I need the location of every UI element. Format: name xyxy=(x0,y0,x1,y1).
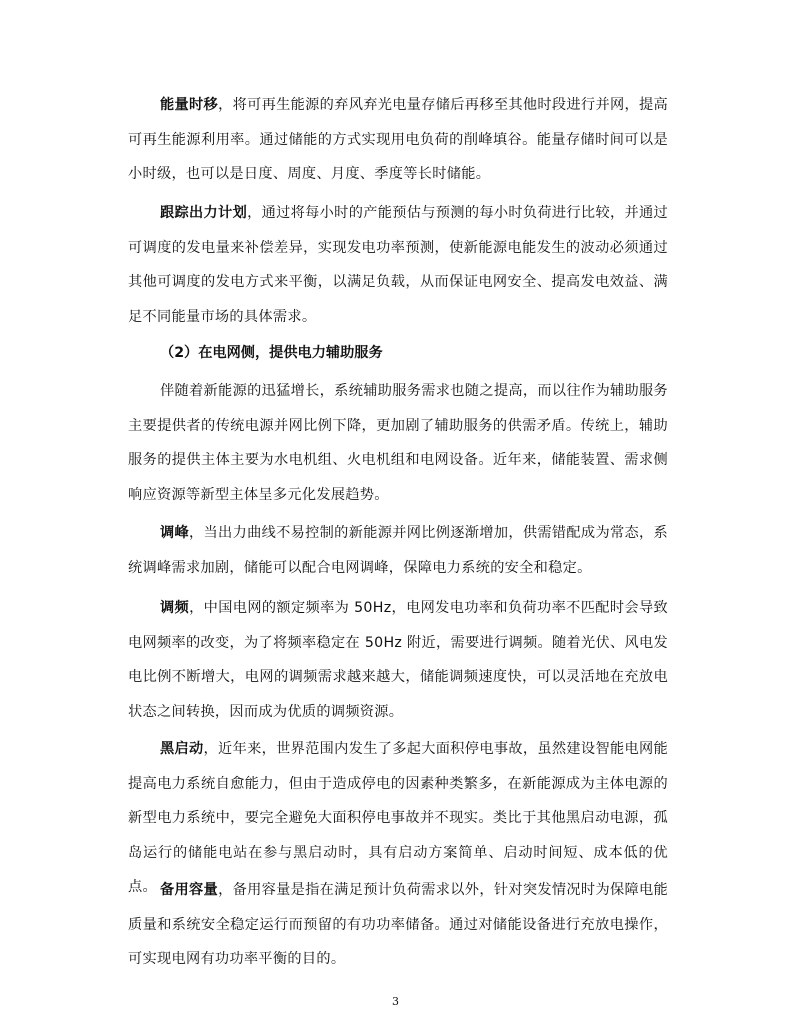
paragraph-body: ，通过将每小时的产能预估与预测的每小时负荷进行比较，并通过可调度的发电量来补偿差异，实现发电功率预测，使新能源电能发生的波动必须通过其他可调度的发电方式来平衡，以满足负载，从而保证电网安全、提高发电效益、满足不同能量市场的具体需求。 xyxy=(128,205,668,325)
paragraph-body: ，备用容量是指在满足预计负荷需求以外，针对突发情况时为保障电能质量和系统安全稳定运行而预留的有功功率储备。通过对储能设备进行充放电操作，可实现电网有功功率平衡的目的。 xyxy=(128,882,668,967)
paragraph-body: ，中国电网的额定频率为 50Hz，电网发电功率和负荷功率不匹配时会导致电网频率的改变，为了将频率稳定在 50Hz 附近，需要进行调频。随着光伏、风电发电比例不断增大，电网的调频需求越来越大，储能调频速度快，可以灵活地在充放电状态之间转换，因而成为优质的调频资源。 xyxy=(128,600,668,720)
paragraph-track-output-plan xyxy=(128,196,668,334)
paragraph-energy-time-shift xyxy=(128,88,668,192)
paragraph-body: ，近年来，世界范围内发生了多起大面积停电事故，虽然建设智能电网能提高电力系统自愈能力，但由于造成停电的因素种类繁多，在新能源成为主体电源的新型电力系统中，要完全避免大面积停电事故并不现实。类比于其他黑启动电源，孤岛运行的储能电站在参与黑启动时，具有启动方案简单、启动时间短、成本低的优点。 xyxy=(128,741,668,895)
term-energy-time-shift: 能量时移 xyxy=(160,97,219,113)
paragraph-body: ，当出力曲线不易控制的新能源并网比例逐渐增加，供需错配成为常态，系统调峰需求加剧，储能可以配合电网调峰，保障电力系统的安全和稳定。 xyxy=(128,525,668,576)
term-peak-shaving: 调峰 xyxy=(160,525,190,541)
term-black-start: 黑启动 xyxy=(160,741,204,757)
section-heading: （2）在电网侧，提供电力辅助服务 xyxy=(160,345,383,361)
term-frequency-regulation: 调频 xyxy=(160,600,190,616)
term-track-output-plan: 跟踪出力计划 xyxy=(160,205,248,221)
paragraph-frequency-regulation xyxy=(128,591,668,729)
paragraph-reserve-capacity xyxy=(128,873,668,977)
term-reserve-capacity: 备用容量 xyxy=(160,882,219,898)
paragraph-body: ，将可再生能源的弃风弃光电量存储后再移至其他时段进行并网，提高可再生能源利用率。通过储能的方式实现用电负荷的削峰填谷。能量存储时间可以是小时级，也可以是日度、周度、月度、季度等长时储能。 xyxy=(128,97,668,182)
paragraph-grid-aux-intro xyxy=(128,374,668,512)
page-number: 3 xyxy=(392,995,399,1008)
paragraph-body: 伴随着新能源的迅猛增长，系统辅助服务需求也随之提高，而以往作为辅助服务主要提供者的传统电源并网比例下降，更加剧了辅助服务的供需矛盾。传统上，辅助服务的提供主体主要为水电机组、火电机组和电网设备。近年来，储能装置、需求侧响应资源等新型主体呈多元化发展趋势。 xyxy=(128,383,668,503)
paragraph-peak-shaving xyxy=(128,516,668,585)
